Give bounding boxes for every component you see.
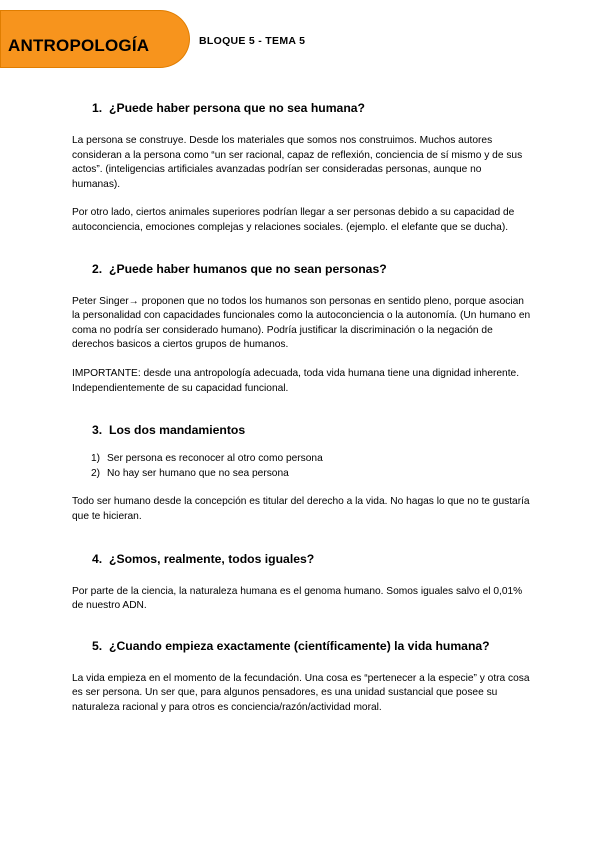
page-title: ANTROPOLOGÍA [8,36,150,55]
section-heading: 3. Los dos mandamientos [92,423,246,438]
section-5 [72,638,532,716]
paragraph: Por otro lado, ciertos animales superiores podrían llegar a ser personas debido a su capacidad de autoconciencia, emociones complejas y relaciones sociales. (ejemplo. el elefante que se ducha). [72,207,515,233]
bloque-label: BLOQUE 5 - TEMA 5 [199,35,306,47]
section-2 [72,261,532,397]
paragraph: La persona se construye. Desde los materiales que somos nos construimos. Muchos autores consideran a la persona como “un ser racional, capaz de reflexión, conciencia de sí mismo y de sus actos”. (inteligencias artificiales avanzadas podrían ser consideradas personas, aunque no humanas). [72,135,523,190]
list-item: 2) No hay ser humano que no sea persona [91,467,289,479]
paragraph: Por parte de la ciencia, la naturaleza humana es el genoma humano. Somos iguales salvo el 0,01% de nuestro ADN. [72,585,523,612]
section-heading: 4. ¿Somos, realmente, todos iguales? [92,551,315,566]
numbered-list [72,452,532,481]
section-1 [72,100,532,236]
paragraph: IMPORTANTE: desde una antropología adecuada, toda vida humana tiene una dignidad inherente. Independientemente de su capacidad funcional. [72,367,520,394]
paragraph: La vida empieza en el momento de la fecundación. Una cosa es “pertenecer a la especie” y otra cosa es ser persona. Un ser que, para algunos pensadores, es una unidad sustancial que posee su naturaleza racional y para otros es conciencia/razón/actividad moral. [72,672,530,713]
document-body [72,100,532,715]
section-heading: 1. ¿Puede haber persona que no sea humana? [92,101,365,115]
section-heading: 5. ¿Cuando empieza exactamente (científicamente) la vida humana? [92,638,490,653]
section-heading: 2. ¿Puede haber humanos que no sean personas? [92,261,387,276]
paragraph: Peter Singer→ proponen que no todos los humanos son personas en sentido pleno, porque asocian la personalidad con capacidades funcionales como la autoconciencia o la autonomía. (Un humano en coma no podría ser considerado humano). Podría justificar la discriminación o la negación de derechos basicos a ciertos grupos de humanos. [72,295,531,351]
section-3 [72,422,532,524]
list-item: 1) Ser persona es reconocer al otro como persona [91,453,323,465]
paragraph: Todo ser humano desde la concepción es titular del derecho a la vida. No hagas lo que no te gustaría que te hicieran. [72,496,530,522]
section-4 [72,551,532,614]
